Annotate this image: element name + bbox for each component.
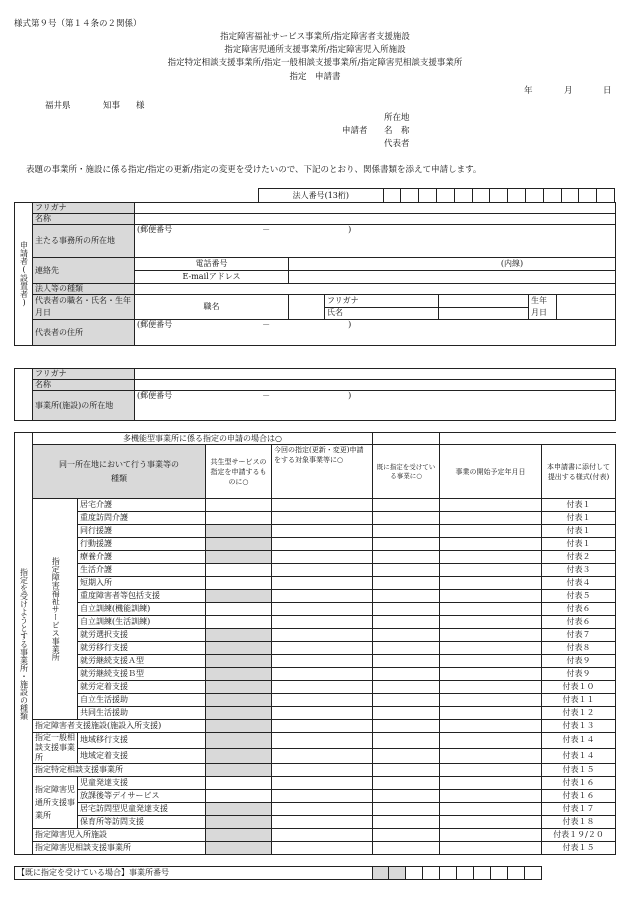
corp-digit[interactable] [490, 189, 508, 203]
shared-cell [206, 525, 272, 538]
shared-cell [206, 733, 272, 749]
shared-cell [206, 642, 272, 655]
number-digit[interactable] [406, 867, 423, 880]
phone-field[interactable]: (内線) [289, 258, 616, 271]
applicant-name: 名 称 [384, 126, 410, 136]
start-cell[interactable] [440, 733, 542, 749]
already-cell[interactable] [373, 499, 440, 512]
start-cell[interactable] [440, 829, 542, 842]
already-cell[interactable] [373, 603, 440, 616]
corp-digit[interactable] [454, 189, 472, 203]
start-cell[interactable] [440, 803, 542, 816]
service-name: 行動援護 [78, 538, 206, 551]
form-ref: 付表１６ [542, 777, 616, 790]
facility-furigana-label: フリガナ [33, 369, 135, 380]
start-cell[interactable] [440, 551, 542, 564]
email-field[interactable] [289, 271, 616, 284]
service-name: 居宅介護 [78, 499, 206, 512]
form-ref: 付表６ [542, 603, 616, 616]
shared-cell[interactable] [206, 790, 272, 803]
current-cell[interactable] [272, 629, 373, 642]
blank-cell [440, 433, 616, 445]
already-cell[interactable] [373, 707, 440, 720]
post-label: 職名 [135, 295, 289, 320]
header-current: 今回の指定(更新・変更)申請をする対象事業等に○ [272, 445, 373, 499]
current-cell[interactable] [272, 564, 373, 577]
form-ref: 付表１９/２０ [542, 829, 616, 842]
start-cell[interactable] [440, 512, 542, 525]
post-field[interactable] [289, 295, 325, 320]
shared-cell [206, 694, 272, 707]
already-cell[interactable] [373, 538, 440, 551]
shared-cell [206, 816, 272, 829]
applicant-section [14, 202, 616, 346]
form-ref: 付表３ [542, 564, 616, 577]
already-cell[interactable] [373, 842, 440, 855]
name-field[interactable] [135, 214, 616, 225]
phone-label: 電話番号 [135, 258, 289, 271]
shared-cell [206, 842, 272, 855]
main-office-label: 主たる事務所の所在地 [33, 225, 135, 258]
service-name: 就労定着支援 [78, 681, 206, 694]
form-ref: 付表１４ [542, 733, 616, 749]
shared-cell[interactable] [206, 512, 272, 525]
current-cell[interactable] [272, 694, 373, 707]
already-cell[interactable] [373, 525, 440, 538]
number-digit[interactable] [508, 867, 525, 880]
service-name: 就労継続支援Ａ型 [78, 655, 206, 668]
already-cell[interactable] [373, 564, 440, 577]
corp-type-field[interactable] [135, 284, 616, 295]
already-cell[interactable] [373, 829, 440, 842]
applicant-location: 所在地 [384, 113, 410, 123]
date-month: 月 [564, 86, 573, 96]
service-name: 生活介護 [78, 564, 206, 577]
current-cell[interactable] [272, 733, 373, 749]
shared-cell [206, 803, 272, 816]
already-cell[interactable] [373, 720, 440, 733]
shared-cell[interactable] [206, 564, 272, 577]
multi-function-field[interactable] [373, 433, 440, 445]
shared-cell [206, 681, 272, 694]
start-cell[interactable] [440, 525, 542, 538]
existing-number-table [14, 866, 542, 880]
rep-address-label: 代表者の住所 [33, 320, 135, 346]
rep-furigana-field[interactable] [439, 295, 529, 308]
start-cell[interactable] [440, 564, 542, 577]
form-ref: 付表１０ [542, 681, 616, 694]
service-name: 短期入所 [78, 577, 206, 590]
title-line-3: 指定特定相談支援事業所/指定一般相談支援事業所/指定障害児相談支援事業所 [167, 58, 463, 68]
applicant-rep: 代表者 [384, 139, 410, 149]
already-cell[interactable] [373, 642, 440, 655]
start-cell[interactable] [440, 707, 542, 720]
email-label: E-mailアドレス [135, 271, 289, 284]
shared-cell [206, 590, 272, 603]
already-cell[interactable] [373, 790, 440, 803]
current-cell[interactable] [272, 748, 373, 764]
service-name: 共同生活援助 [78, 707, 206, 720]
header-attach: 本申請書に添付して提出する様式(付表) [542, 445, 616, 499]
service-name: 自立訓練(生活訓練) [78, 616, 206, 629]
shared-cell[interactable] [206, 616, 272, 629]
already-cell[interactable] [373, 616, 440, 629]
current-cell[interactable] [272, 777, 373, 790]
service-name: 児童発達支援 [78, 777, 206, 790]
corp-digit[interactable] [597, 189, 615, 203]
start-cell[interactable] [440, 790, 542, 803]
full-name-label: 氏名 [325, 307, 439, 320]
form-ref: 付表１ [542, 538, 616, 551]
header-start: 事業の開始予定年月日 [440, 445, 542, 499]
already-cell[interactable] [373, 748, 440, 764]
shared-cell [206, 668, 272, 681]
corp-digit[interactable] [561, 189, 579, 203]
already-cell[interactable] [373, 668, 440, 681]
service-name: 放課後等デイサービス [78, 790, 206, 803]
start-cell[interactable] [440, 603, 542, 616]
already-cell[interactable] [373, 803, 440, 816]
already-cell[interactable] [373, 655, 440, 668]
form-ref: 付表１７ [542, 803, 616, 816]
general-consult-label: 指定一般相談支援事業所 [33, 733, 78, 764]
already-cell[interactable] [373, 777, 440, 790]
service-name: 自立訓練(機能訓練) [78, 603, 206, 616]
current-cell[interactable] [272, 499, 373, 512]
specific-consult-name: 指定特定相談支援事業所 [33, 764, 206, 777]
corp-digit[interactable] [419, 189, 437, 203]
service-name: 同行援護 [78, 525, 206, 538]
furigana-label: フリガナ [33, 203, 135, 214]
corp-digit[interactable] [383, 189, 401, 203]
left-side-label: 指定を受けようとする事業所・施設の種類 [15, 433, 33, 855]
start-cell[interactable] [440, 590, 542, 603]
current-cell[interactable] [272, 655, 373, 668]
facility-type-name: 指定障害者支援施設(施設入所支援) [33, 720, 206, 733]
current-cell[interactable] [272, 707, 373, 720]
current-cell[interactable] [272, 538, 373, 551]
number-digit[interactable] [474, 867, 491, 880]
start-cell[interactable] [440, 668, 542, 681]
addressee-title: 知事 [103, 101, 121, 111]
already-cell[interactable] [373, 577, 440, 590]
start-cell[interactable] [440, 816, 542, 829]
facility-name-label: 名称 [33, 380, 135, 391]
shared-cell[interactable] [206, 577, 272, 590]
already-cell[interactable] [373, 764, 440, 777]
shared-cell [206, 707, 272, 720]
welfare-label: 指定障害福祉サービス事業所 [33, 499, 78, 720]
form-ref: 付表１４ [542, 748, 616, 764]
form-ref: 付表２ [542, 551, 616, 564]
title-line-2: 指定障害児通所支援事業所/指定障害児入所施設 [224, 45, 406, 55]
rep-info-label: 代表者の職名・氏名・生年月日 [33, 295, 135, 320]
start-cell[interactable] [440, 499, 542, 512]
child-residential-name: 指定障害児入所施設 [33, 829, 206, 842]
already-cell[interactable] [373, 512, 440, 525]
start-cell[interactable] [440, 616, 542, 629]
service-name: 保育所等訪問支援 [78, 816, 206, 829]
already-cell[interactable] [373, 590, 440, 603]
current-cell[interactable] [272, 668, 373, 681]
form-ref: 付表１ [542, 499, 616, 512]
current-cell[interactable] [272, 681, 373, 694]
current-cell[interactable] [272, 642, 373, 655]
birth-label: 生年月日 [529, 295, 557, 320]
already-cell[interactable] [373, 733, 440, 749]
form-ref: 付表１６ [542, 790, 616, 803]
form-ref: 付表１１ [542, 694, 616, 707]
main-office-field[interactable]: (郵便番号 － ) [135, 225, 616, 258]
facility-section [14, 368, 616, 421]
start-cell[interactable] [440, 655, 542, 668]
start-cell[interactable] [440, 777, 542, 790]
current-cell[interactable] [272, 829, 373, 842]
corp-digit[interactable] [472, 189, 490, 203]
number-digit[interactable] [423, 867, 440, 880]
rep-furigana-label: フリガナ [325, 295, 439, 308]
current-cell[interactable] [272, 790, 373, 803]
form-ref: 付表７ [542, 629, 616, 642]
number-digit[interactable] [457, 867, 474, 880]
addressee-honorific: 様 [136, 101, 145, 111]
multi-function-label: 多機能型事業所に係る指定の申請の場合は○ [33, 433, 373, 445]
name-label: 名称 [33, 214, 135, 225]
form-ref: 付表６ [542, 616, 616, 629]
corp-type-label: 法人等の種類 [33, 284, 135, 295]
title-line-1: 指定障害福祉サービス事業所/指定障害者支援施設 [220, 32, 410, 42]
shared-cell[interactable] [206, 777, 272, 790]
start-cell[interactable] [440, 694, 542, 707]
facility-side [15, 369, 33, 421]
header-already: 既に指定を受けている事業に○ [373, 445, 440, 499]
shared-cell [206, 829, 272, 842]
number-digit[interactable] [389, 867, 406, 880]
start-cell[interactable] [440, 720, 542, 733]
form-ref: 付表９ [542, 668, 616, 681]
facility-name-field[interactable] [135, 380, 616, 391]
current-cell[interactable] [272, 551, 373, 564]
corp-number-label: 法人番号(13桁) [259, 189, 384, 203]
current-cell[interactable] [272, 512, 373, 525]
service-name: 重度障害者等包括支援 [78, 590, 206, 603]
shared-cell [206, 764, 272, 777]
form-ref: 付表９ [542, 655, 616, 668]
already-cell[interactable] [373, 551, 440, 564]
full-name-field[interactable] [439, 307, 529, 320]
service-name: 居宅訪問型児童発達支援 [78, 803, 206, 816]
child-day-label: 指定障害児通所支援事業所 [33, 777, 78, 829]
current-cell[interactable] [272, 577, 373, 590]
start-cell[interactable] [440, 577, 542, 590]
intro-text: 表題の事業所・施設に係る指定/指定の更新/指定の変更を受けたいので、下記のとおり、関係書類を添えて申請します。 [26, 165, 482, 175]
already-cell[interactable] [373, 629, 440, 642]
current-cell[interactable] [272, 720, 373, 733]
corp-digit[interactable] [543, 189, 561, 203]
start-cell[interactable] [440, 538, 542, 551]
child-consult-name: 指定障害児相談支援事業所 [33, 842, 206, 855]
service-types-table [14, 432, 616, 855]
corp-number-table [258, 188, 615, 203]
service-name: 療養介護 [78, 551, 206, 564]
header-shared: 共生型サービスの指定を申請するものに○ [206, 445, 272, 499]
header-types: 同一所在地において行う事業等の種類 [33, 445, 206, 499]
form-ref: 付表５ [542, 590, 616, 603]
shared-cell [206, 720, 272, 733]
service-name: 重度訪問介護 [78, 512, 206, 525]
facility-furigana-field[interactable] [135, 369, 616, 380]
form-number: 様式第９号（第１４条の２関係） [14, 19, 142, 29]
addressee-pref: 福井県 [45, 101, 71, 111]
number-digit[interactable] [491, 867, 508, 880]
shared-cell [206, 538, 272, 551]
shared-cell[interactable] [206, 499, 272, 512]
shared-cell [206, 551, 272, 564]
start-cell[interactable] [440, 842, 542, 855]
form-ref: 付表１３ [542, 720, 616, 733]
corp-digit[interactable] [508, 189, 526, 203]
furigana-field[interactable] [135, 203, 616, 214]
date-day: 日 [603, 86, 612, 96]
service-name: 就労移行支援 [78, 642, 206, 655]
contact-label: 連絡先 [33, 258, 135, 284]
birth-field[interactable] [557, 295, 616, 320]
already-cell[interactable] [373, 694, 440, 707]
corp-digit[interactable] [579, 189, 597, 203]
service-name: 就労継続支援Ｂ型 [78, 668, 206, 681]
applicant-side-label: 申請者(設置者) [15, 203, 33, 346]
current-cell[interactable] [272, 525, 373, 538]
current-cell[interactable] [272, 616, 373, 629]
corp-digit[interactable] [401, 189, 419, 203]
form-ref: 付表１２ [542, 707, 616, 720]
shared-cell [206, 629, 272, 642]
form-ref: 付表１ [542, 525, 616, 538]
shared-cell [206, 655, 272, 668]
form-ref: 付表１ [542, 512, 616, 525]
service-name: 地域定着支援 [78, 748, 206, 764]
form-ref: 付表８ [542, 642, 616, 655]
already-cell[interactable] [373, 681, 440, 694]
facility-location-field[interactable]: (郵便番号 － ) [135, 391, 616, 421]
form-ref: 付表４ [542, 577, 616, 590]
date-year: 年 [524, 86, 533, 96]
number-digit[interactable] [440, 867, 457, 880]
corp-digit[interactable] [525, 189, 543, 203]
service-name: 就労選択支援 [78, 629, 206, 642]
service-name: 地域移行支援 [78, 733, 206, 749]
start-cell[interactable] [440, 681, 542, 694]
current-cell[interactable] [272, 764, 373, 777]
shared-cell [206, 748, 272, 764]
current-cell[interactable] [272, 842, 373, 855]
start-cell[interactable] [440, 642, 542, 655]
start-cell[interactable] [440, 764, 542, 777]
already-cell[interactable] [373, 816, 440, 829]
title-line-4: 指定 申請書 [289, 72, 341, 82]
applicant-label: 申請者 [342, 126, 368, 136]
corp-digit[interactable] [436, 189, 454, 203]
number-digit[interactable] [525, 867, 542, 880]
current-cell[interactable] [272, 603, 373, 616]
current-cell[interactable] [272, 816, 373, 829]
service-name: 自立生活援助 [78, 694, 206, 707]
start-cell[interactable] [440, 629, 542, 642]
form-ref: 付表１５ [542, 764, 616, 777]
form-ref: 付表１８ [542, 816, 616, 829]
number-digit[interactable] [373, 867, 389, 880]
form-ref: 付表１５ [542, 842, 616, 855]
rep-address-field[interactable]: (郵便番号 － ) [135, 320, 616, 346]
current-cell[interactable] [272, 590, 373, 603]
shared-cell[interactable] [206, 603, 272, 616]
current-cell[interactable] [272, 803, 373, 816]
existing-number-label: 【既に指定を受けている場合】事業所番号 [15, 867, 373, 880]
start-cell[interactable] [440, 748, 542, 764]
facility-location-label: 事業所(施設)の所在地 [33, 391, 135, 421]
